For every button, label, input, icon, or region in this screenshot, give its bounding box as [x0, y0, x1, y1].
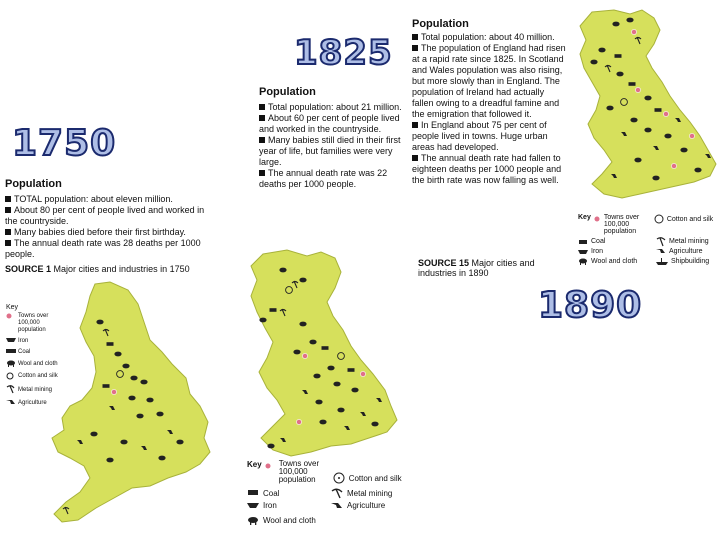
key-item-towns: Towns over 100,000 population: [6, 313, 66, 334]
panel-1750: [0, 170, 218, 540]
town-marker: [671, 163, 676, 168]
key-item-towns: Towns over 100,000 population: [594, 214, 650, 235]
wool-marker: [664, 134, 671, 139]
wool-marker: [590, 60, 597, 65]
town-marker: [360, 371, 365, 376]
town-marker: [635, 87, 640, 92]
wool-marker: [120, 440, 127, 445]
bullet: The annual death rate was 22 deaths per 1000 people.: [259, 168, 388, 189]
key-title: Key: [247, 460, 262, 469]
wool-marker: [176, 440, 183, 445]
coal-marker: [348, 368, 355, 372]
pickaxe-icon: [331, 488, 343, 498]
plough-icon: [6, 399, 16, 406]
spinning-wheel-icon: [333, 472, 345, 484]
population-title-1890: Population: [412, 18, 469, 30]
wool-marker: [652, 176, 659, 181]
key-item-iron: Iron: [578, 248, 656, 255]
population-title-1825: Population: [259, 86, 316, 98]
wool-marker: [644, 96, 651, 101]
spinning-wheel-icon: [6, 372, 14, 380]
wool-marker: [130, 376, 137, 381]
wool-marker: [267, 444, 274, 449]
key-item-wool: Wool and cloth: [247, 516, 405, 525]
coal-marker: [270, 308, 277, 312]
key-row-1890-c: [578, 248, 722, 255]
map-key-1825: [247, 460, 405, 525]
coal-marker: [615, 54, 622, 58]
wool-marker: [114, 352, 121, 357]
source-caption-1890: SOURCE 15 Major cities and industries in 1890: [418, 258, 535, 278]
key-title: Key: [578, 214, 591, 221]
bullet: The population of England had risen at a rapid rate since 1825. In Scotland and Wales population was also rising, but more slowly than in England. The population of Ireland had actually fallen owing to a dreadful famine and the emigration that followed it.: [412, 43, 566, 119]
wool-marker: [616, 72, 623, 77]
key-item-agriculture: Agriculture: [6, 399, 66, 406]
bullet: About 80 per cent of people lived and worked in the countryside.: [5, 205, 205, 226]
plough-icon: [656, 248, 666, 255]
population-title-1750: Population: [5, 178, 62, 190]
sheep-icon: [247, 516, 259, 525]
wool-marker: [327, 366, 334, 371]
wool-marker: [626, 18, 633, 23]
coal-marker: [629, 82, 636, 86]
key-item-cotton: Cotton and silk: [654, 214, 713, 224]
wool-marker: [146, 398, 153, 403]
year-heading-1750: 1750: [12, 123, 117, 164]
wool-marker: [279, 268, 286, 273]
key-row-1825-b: [247, 488, 405, 498]
iron-icon: [6, 338, 16, 344]
wool-marker: [333, 382, 340, 387]
key-item-wool: Wool and cloth: [6, 360, 66, 367]
key-item-wool: Wool and cloth: [578, 258, 656, 265]
town-dot-icon: [265, 462, 273, 470]
bullets-1825: [259, 102, 405, 190]
bullet: TOTAL population: about eleven million.: [5, 194, 215, 205]
key-item-coal: Coal: [578, 238, 656, 245]
town-marker: [631, 29, 636, 34]
town-marker: [689, 133, 694, 138]
wool-marker: [309, 340, 316, 345]
wool-marker: [351, 388, 358, 393]
bullet: The annual death rate was 28 deaths per 1000 people.: [5, 238, 201, 259]
key-row-1890-a: [578, 214, 722, 235]
sheep-icon: [578, 258, 588, 265]
coal-marker: [322, 346, 329, 350]
key-row-1890-d: [578, 258, 722, 265]
wool-marker: [313, 374, 320, 379]
wool-marker: [606, 106, 613, 111]
town-marker: [302, 353, 307, 358]
wool-marker: [315, 400, 322, 405]
wool-marker: [299, 278, 306, 283]
ship-icon: [656, 258, 668, 265]
coal-marker: [655, 108, 662, 112]
key-item-agriculture: Agriculture: [331, 501, 385, 510]
spinning-wheel-icon: [654, 214, 664, 224]
wool-marker: [106, 458, 113, 463]
source-caption-1750: SOURCE 1 Major cities and industries in 1750: [5, 264, 190, 274]
town-marker: [296, 419, 301, 424]
wool-marker: [259, 318, 266, 323]
coal-marker: [107, 342, 114, 346]
wool-marker: [371, 422, 378, 427]
iron-icon: [578, 249, 588, 255]
wool-marker: [694, 168, 701, 173]
wool-marker: [140, 380, 147, 385]
plough-icon: [331, 502, 343, 510]
bullet: Total population: about 40 million.: [412, 32, 568, 43]
bullets-1890: [412, 32, 568, 186]
wool-marker: [598, 48, 605, 53]
wool-marker: [156, 412, 163, 417]
wool-marker: [122, 364, 129, 369]
sheep-icon: [6, 360, 16, 367]
wool-marker: [337, 408, 344, 413]
wool-marker: [644, 128, 651, 133]
key-item-iron: Iron: [6, 338, 66, 344]
wool-marker: [634, 158, 641, 163]
key-item-shipbuilding: Shipbuilding: [656, 258, 709, 265]
pickaxe-icon: [656, 237, 666, 246]
key-item-mining: Metal mining: [331, 488, 392, 498]
wool-marker: [612, 22, 619, 27]
land-1750: [52, 282, 210, 522]
coal-icon: [578, 239, 588, 245]
key-item-coal: Coal: [6, 349, 66, 355]
wool-marker: [680, 148, 687, 153]
iron-icon: [247, 502, 259, 510]
panel-1825: [243, 80, 405, 526]
wool-marker: [319, 420, 326, 425]
key-row-1825-a: [247, 460, 405, 484]
wool-marker: [158, 456, 165, 461]
wool-marker: [96, 320, 103, 325]
key-item-agriculture: Agriculture: [656, 248, 702, 255]
bullet: Total population: about 21 million.: [259, 102, 405, 113]
year-heading-1825: 1825: [294, 33, 393, 73]
key-row-1825-c: [247, 501, 405, 510]
coal-icon: [6, 349, 16, 355]
map-1825: [243, 250, 405, 460]
key-item-mining: Metal mining: [656, 237, 709, 246]
key-item-mining: Metal mining: [6, 385, 66, 394]
map-key-1750: [6, 304, 66, 406]
wool-marker: [136, 414, 143, 419]
key-title: Key: [6, 304, 19, 311]
key-item-cotton: Cotton and silk: [333, 472, 402, 484]
coal-marker: [103, 384, 110, 388]
bullets-1750: [5, 194, 215, 260]
coal-icon: [247, 489, 259, 497]
town-dot-icon: [594, 216, 601, 223]
map-1890: [574, 10, 722, 220]
year-heading-1890: 1890: [538, 285, 643, 326]
town-marker: [663, 111, 668, 116]
key-item-coal: Coal: [247, 489, 331, 498]
map-1750: [40, 282, 218, 532]
wool-marker: [630, 118, 637, 123]
town-marker: [111, 389, 116, 394]
key-item-iron: Iron: [247, 501, 331, 510]
wool-marker: [90, 432, 97, 437]
bullet: In England about 75 per cent of people lived in towns. Huge urban areas had developed.: [412, 120, 548, 152]
bullet: The annual death rate had fallen to eighteen deaths per 1000 people and the birth rate was now falling as well.: [412, 153, 562, 185]
wool-marker: [293, 350, 300, 355]
pickaxe-icon: [6, 385, 15, 394]
wool-marker: [299, 322, 306, 327]
town-dot-icon: [6, 313, 12, 319]
bullet: Many babies died before their first birthday.: [5, 227, 215, 238]
key-item-towns: Towns over 100,000 population: [265, 460, 327, 484]
bullet: About 60 per cent of people lived and worked in the countryside.: [259, 113, 400, 134]
map-key-1890: [578, 214, 722, 265]
wool-marker: [128, 396, 135, 401]
panel-1890: [404, 8, 722, 280]
bullet: Many babies still died in their first year of life, but families were very large.: [259, 135, 401, 167]
key-item-cotton: Cotton and silk: [6, 372, 66, 380]
key-row-1890-b: [578, 237, 722, 246]
